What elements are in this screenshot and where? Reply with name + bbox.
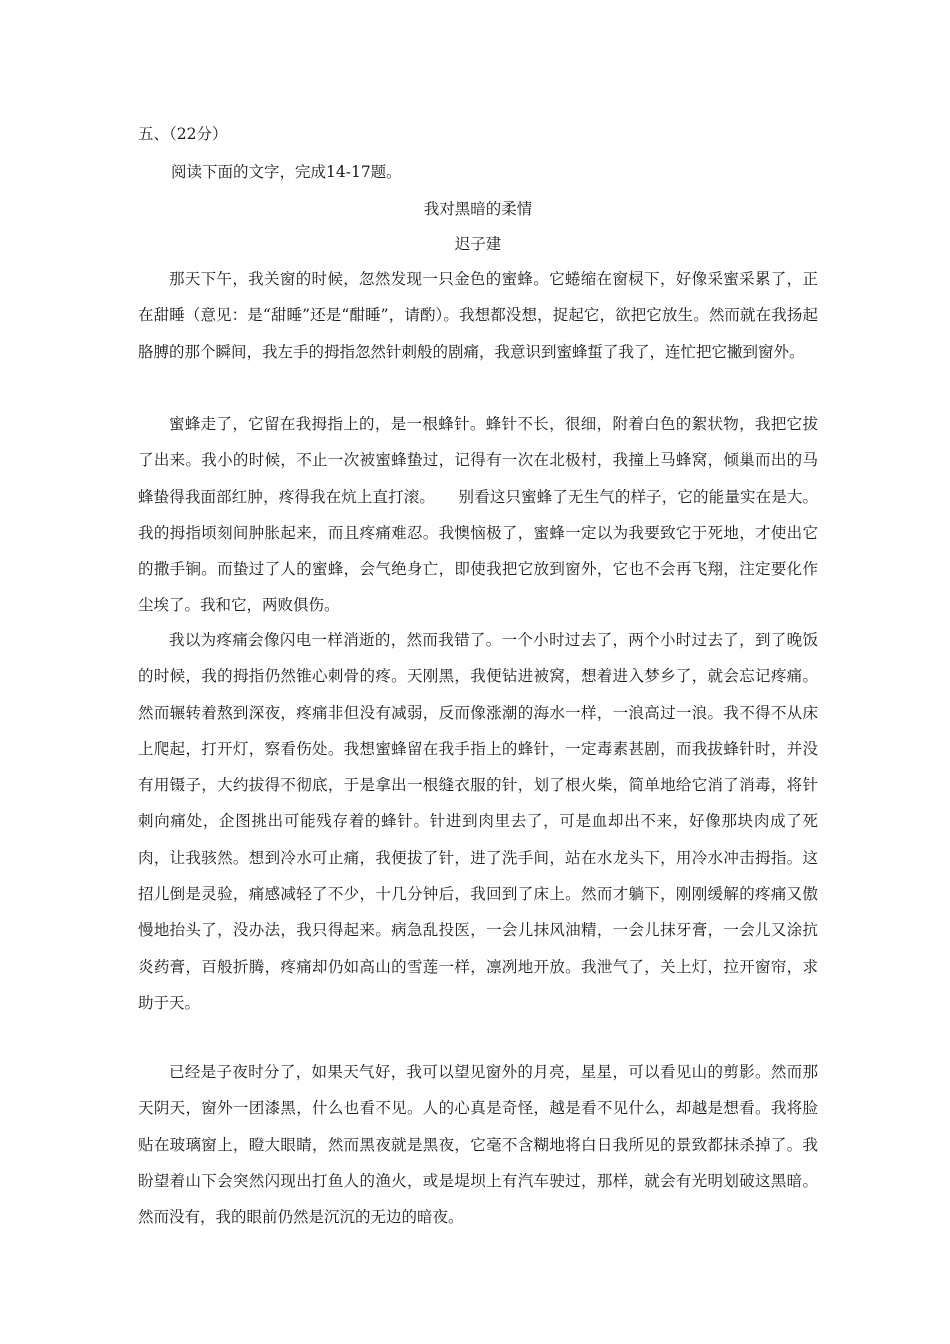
article-author: 迟子建 [454, 235, 502, 253]
reading-instruction: 阅读下面的文字，完成14-17题。 [171, 163, 402, 181]
section-header: 五、（22分） [138, 125, 228, 143]
article-paragraph-3: 我以为疼痛会像闪电一样消逝的，然而我错了。一个小时过去了，两个小时过去了，到了晚饭的时候，我的拇指仍然锥心刺骨的疼。天刚黑，我便钻进被窝，想着进入梦乡了，就会忘记疼痛。然而辗转着熬到深夜，疼痛非但没有减弱，反而像涨潮的海水一样，一浪高过一浪。我不得不从床上爬起，打开灯，察看伤处。我想蜜蜂留在我手指上的蜂针，一定毒素甚剧，而我拔蜂针时，并没有用镊子，大约拔得不彻底，于是拿出一根缝衣服的针，划了根火柴，简单地给它消了消毒，将针刺向痛处，企图挑出可能残存着的蜂针。针进到肉里去了，可是血却出不来，好像那块肉成了死肉，让我骇然。想到冷水可止痛，我便拔了针，进了洗手间，站在水龙头下，用冷水冲击拇指。这招儿倒是灵验，痛感减轻了不少，十几分钟后，我回到了床上。然而才躺下，刚刚缓解的疼痛又傲慢地抬头了，没办法，我只得起来。病急乱投医，一会儿抹风油精，一会儿抹牙膏，一会儿又涂抗炎药膏，百般折腾，疼痛却仍如高山的雪莲一样，凛冽地开放。我泄气了，关上灯，拉开窗帘，求助于天。 [138, 631, 818, 1012]
article-paragraph-1: 那天下午，我关窗的时候，忽然发现一只金色的蜜蜂。它蜷缩在窗棂下，好像采蜜采累了，正在甜睡（意见：是“甜睡”还是“酣睡”，请酌）。我想都没想，捉起它，欲把它放生。然而就在我扬起胳膊的那个瞬间，我左手的拇指忽然针刺般的剧痛，我意识到蜜蜂蜇了我了，连忙把它撇到窗外。 [138, 270, 818, 361]
article-paragraph-2: 蜜蜂走了，它留在我拇指上的，是一根蜂针。蜂针不长，很细，附着白色的絮状物，我把它拔了出来。我小的时候，不止一次被蜜蜂蛰过，记得有一次在北极村，我撞上马蜂窝，倾巢而出的马蜂蛰得我面部红肿，疼得我在炕上直打滚。 别看这只蜜蜂了无生气的样子，它的能量实在是大。我的拇指顷刻间肿胀起来，而且疼痛难忍。我懊恼极了，蜜蜂一定以为我要致它于死地，才使出它的撒手锏。而蛰过了人的蜜蜂，会气绝身亡，即使我把它放到窗外，它也不会再飞翔，注定要化作尘埃了。我和它，两败俱伤。 [138, 415, 818, 615]
article-title: 我对黑暗的柔情 [423, 200, 533, 218]
article-paragraph-4: 已经是子夜时分了，如果天气好，我可以望见窗外的月亮，星星，可以看见山的剪影。然而那天阴天，窗外一团漆黑，什么也看不见。人的心真是奇怪，越是看不见什么，却越是想看。我将脸贴在玻璃窗上，瞪大眼睛，然而黑夜就是黑夜，它毫不含糊地将白日我所见的景致都抹杀掉了。我盼望着山下会突然闪现出打鱼人的渔火，或是堤坝上有汽车驶过，那样，就会有光明划破这黑暗。然而没有，我的眼前仍然是沉沉的无边的暗夜。 [138, 1063, 818, 1227]
